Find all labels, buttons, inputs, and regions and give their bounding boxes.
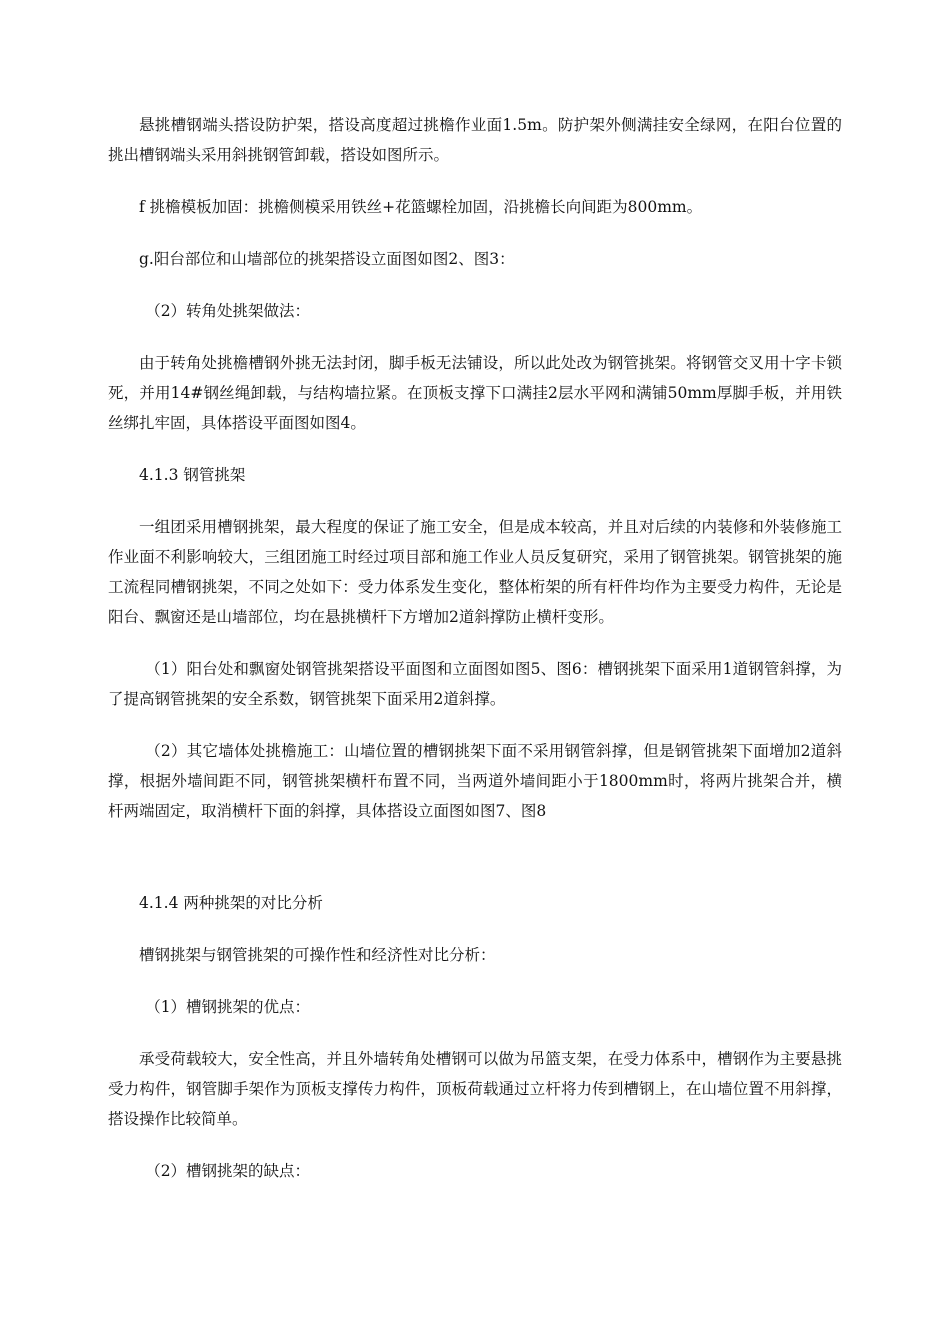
paragraph-disadvantages-title: （2）槽钢挑架的缺点： — [145, 1162, 311, 1180]
paragraph-steel-pipe-overview: 一组团采用槽钢挑架，最大程度的保证了施工安全，但是成本较高，并且对后续的内装修和外装修施工作业面不利影响较大，三组团施工时经过项目部和施工作业人员反复研究，采用了钢管挑架。钢管挑架的施工流程同槽钢挑架，不同之处如下：受力体系发生变化，整体桁架的所有杆件均作为主要受力构件，无论是阳台、飘窗还是山墙部位，均在悬挑横杆下方增加2道斜撑防止横杆变形。 — [108, 518, 842, 626]
paragraph-corner-method: 由于转角处挑檐槽钢外挑无法封闭，脚手板无法铺设，所以此处改为钢管挑架。将钢管交叉用十字卡锁死，并用14#钢丝绳卸载，与结构墙拉紧。在顶板支撑下口满挂2层水平网和满铺50mm厚脚手板，并用铁丝绑扎牢固，具体搭设平面图如图4。 — [108, 354, 842, 432]
paragraph-balcony-elevation: g.阳台部位和山墙部位的挑架搭设立面图如图2、图3： — [139, 250, 515, 268]
paragraph-eave-formwork: f 挑檐模板加固：挑檐侧模采用铁丝+花篮螺栓加固，沿挑檐长向间距为800mm。 — [139, 198, 703, 216]
paragraph-protective-frame: 悬挑槽钢端头搭设防护架，搭设高度超过挑檐作业面1.5m。防护架外侧满挂安全绿网，在阳台位置的挑出槽钢端头采用斜挑钢管卸载，搭设如图所示。 — [108, 116, 842, 164]
paragraph-balcony-bay-window: （1）阳台处和飘窗处钢管挑架搭设平面图和立面图如图5、图6：槽钢挑架下面采用1道钢管斜撑，为了提高钢管挑架的安全系数，钢管挑架下面采用2道斜撑。 — [108, 660, 842, 708]
paragraph-other-walls: （2）其它墙体处挑檐施工：山墙位置的槽钢挑架下面不采用钢管斜撑，但是钢管挑架下面增加2道斜撑，根据外墙间距不同，钢管挑架横杆布置不同，当两道外墙间距小于1800mm时，将两片挑架合并，横杆两端固定，取消横杆下面的斜撑，具体搭设立面图如图7、图8 — [108, 742, 842, 820]
paragraph-comparison-intro: 槽钢挑架与钢管挑架的可操作性和经济性对比分析： — [139, 946, 496, 964]
paragraph-advantages: 承受荷载较大，安全性高，并且外墙转角处槽钢可以做为吊篮支架，在受力体系中，槽钢作为主要悬挑受力构件，钢管脚手架作为顶板支撑传力构件，顶板荷载通过立杆将力传到槽钢上，在山墙位置不用斜撑，搭设操作比较简单。 — [108, 1050, 842, 1128]
section-heading-4-1-4: 4.1.4 两种挑架的对比分析 — [139, 894, 323, 912]
paragraph-advantages-title: （1）槽钢挑架的优点： — [145, 998, 311, 1016]
section-heading-4-1-3: 4.1.3 钢管挑架 — [139, 466, 246, 484]
paragraph-corner-method-title: （2）转角处挑架做法： — [145, 302, 311, 320]
